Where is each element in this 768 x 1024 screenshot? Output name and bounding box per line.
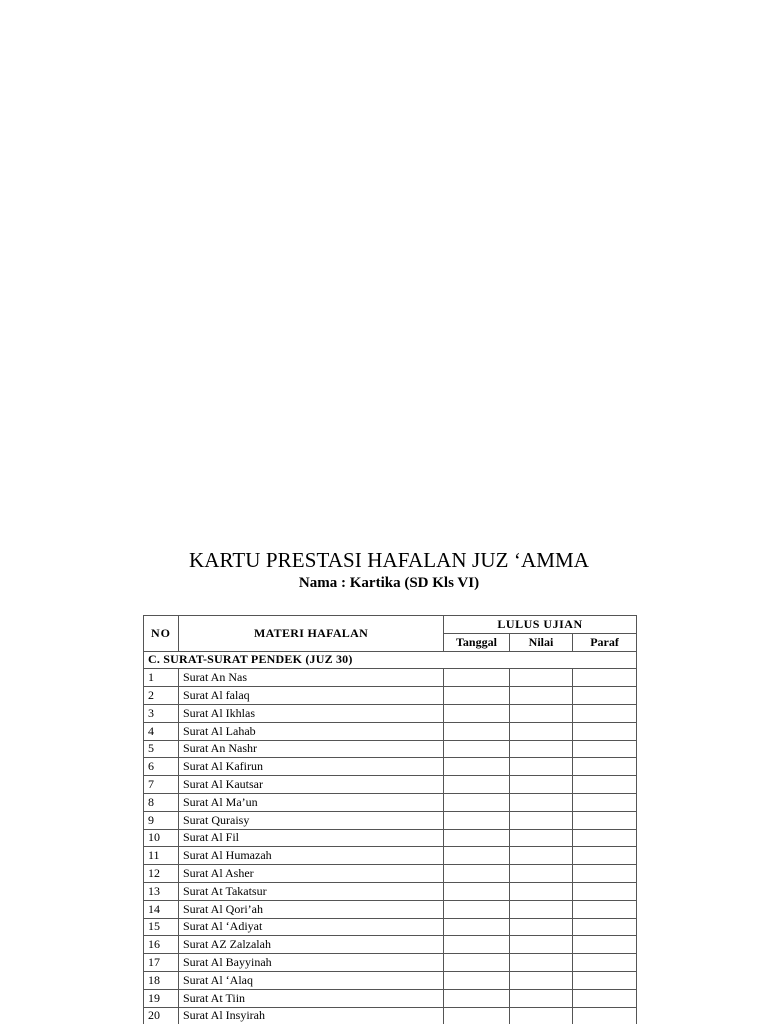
tanggal-cell xyxy=(444,918,510,936)
row-surah-name: Surat Al ‘Adiyat xyxy=(179,918,444,936)
row-number: 9 xyxy=(144,811,179,829)
row-number: 6 xyxy=(144,758,179,776)
row-number: 10 xyxy=(144,829,179,847)
row-surah-name: Surat Al Qori’ah xyxy=(179,900,444,918)
row-number: 2 xyxy=(144,687,179,705)
table-row xyxy=(144,687,637,705)
table-row xyxy=(144,758,637,776)
nilai-cell xyxy=(510,971,573,989)
tanggal-cell xyxy=(444,704,510,722)
row-surah-name: Surat An Nas xyxy=(179,669,444,687)
tanggal-cell xyxy=(444,687,510,705)
row-number: 16 xyxy=(144,936,179,954)
table-row xyxy=(144,936,637,954)
table-row xyxy=(144,740,637,758)
tanggal-cell xyxy=(444,971,510,989)
nilai-cell xyxy=(510,918,573,936)
table-row xyxy=(144,900,637,918)
table-row xyxy=(144,776,637,794)
nilai-cell xyxy=(510,865,573,883)
row-number: 15 xyxy=(144,918,179,936)
row-surah-name: Surat Al Fil xyxy=(179,829,444,847)
paraf-cell xyxy=(573,1007,637,1024)
table-row xyxy=(144,954,637,972)
paraf-cell xyxy=(573,865,637,883)
nilai-cell xyxy=(510,1007,573,1024)
table-row xyxy=(144,704,637,722)
tanggal-cell xyxy=(444,793,510,811)
row-number: 7 xyxy=(144,776,179,794)
tanggal-cell xyxy=(444,936,510,954)
section-title: C. SURAT-SURAT PENDEK (JUZ 30) xyxy=(144,651,637,669)
paraf-cell xyxy=(573,882,637,900)
student-name: Nama : Kartika (SD Kls VI) xyxy=(298,575,480,591)
row-number: 18 xyxy=(144,971,179,989)
nilai-cell xyxy=(510,687,573,705)
nilai-cell xyxy=(510,758,573,776)
row-number: 13 xyxy=(144,882,179,900)
paraf-cell xyxy=(573,811,637,829)
paraf-cell xyxy=(573,847,637,865)
row-surah-name: Surat Al Humazah xyxy=(179,847,444,865)
row-surah-name: Surat Al Kafirun xyxy=(179,758,444,776)
tanggal-cell xyxy=(444,847,510,865)
tanggal-cell xyxy=(444,829,510,847)
table-row xyxy=(144,989,637,1007)
table-row xyxy=(144,722,637,740)
nilai-cell xyxy=(510,936,573,954)
paraf-cell xyxy=(573,669,637,687)
tanggal-cell xyxy=(444,900,510,918)
row-number: 17 xyxy=(144,954,179,972)
row-number: 11 xyxy=(144,847,179,865)
table-row xyxy=(144,669,637,687)
row-surah-name: Surat Al Ma’un xyxy=(179,793,444,811)
paraf-cell xyxy=(573,793,637,811)
nilai-cell xyxy=(510,740,573,758)
table-row xyxy=(144,829,637,847)
row-surah-name: Surat An Nashr xyxy=(179,740,444,758)
header-no: NO xyxy=(144,616,179,652)
row-number: 20 xyxy=(144,1007,179,1024)
row-surah-name: Surat Al Lahab xyxy=(179,722,444,740)
page-title: KARTU PRESTASI HAFALAN JUZ ‘AMMA xyxy=(188,548,590,572)
table-row xyxy=(144,918,637,936)
paraf-cell xyxy=(573,936,637,954)
header-paraf: Paraf xyxy=(573,633,637,651)
header-materi: MATERI HAFALAN xyxy=(179,616,444,652)
row-surah-name: Surat Al falaq xyxy=(179,687,444,705)
nilai-cell xyxy=(510,776,573,794)
paraf-cell xyxy=(573,758,637,776)
paraf-cell xyxy=(573,971,637,989)
nilai-cell xyxy=(510,900,573,918)
table-row xyxy=(144,971,637,989)
tanggal-cell xyxy=(444,865,510,883)
tanggal-cell xyxy=(444,954,510,972)
paraf-cell xyxy=(573,687,637,705)
nilai-cell xyxy=(510,882,573,900)
row-surah-name: Surat Al Asher xyxy=(179,865,444,883)
paraf-cell xyxy=(573,954,637,972)
nilai-cell xyxy=(510,954,573,972)
nilai-cell xyxy=(510,847,573,865)
nilai-cell xyxy=(510,722,573,740)
row-number: 12 xyxy=(144,865,179,883)
paraf-cell xyxy=(573,704,637,722)
paraf-cell xyxy=(573,918,637,936)
nilai-cell xyxy=(510,989,573,1007)
nilai-cell xyxy=(510,669,573,687)
nilai-cell xyxy=(510,793,573,811)
table-row xyxy=(144,811,637,829)
paraf-cell xyxy=(573,722,637,740)
header-tanggal: Tanggal xyxy=(444,633,510,651)
paraf-cell xyxy=(573,776,637,794)
tanggal-cell xyxy=(444,722,510,740)
paraf-cell xyxy=(573,829,637,847)
tanggal-cell xyxy=(444,669,510,687)
row-surah-name: Surat Al Kautsar xyxy=(179,776,444,794)
tanggal-cell xyxy=(444,776,510,794)
table-row xyxy=(144,865,637,883)
row-surah-name: Surat AZ Zalzalah xyxy=(179,936,444,954)
table-header-row xyxy=(144,616,637,634)
row-surah-name: Surat At Takatsur xyxy=(179,882,444,900)
section-row xyxy=(144,651,637,669)
table-row xyxy=(144,1007,637,1024)
row-number: 8 xyxy=(144,793,179,811)
row-number: 19 xyxy=(144,989,179,1007)
row-number: 14 xyxy=(144,900,179,918)
row-surah-name: Surat Al Ikhlas xyxy=(179,704,444,722)
tanggal-cell xyxy=(444,989,510,1007)
tanggal-cell xyxy=(444,811,510,829)
memorization-table xyxy=(143,615,637,1024)
row-surah-name: Surat Al Insyirah xyxy=(179,1007,444,1024)
row-surah-name: Surat Al Bayyinah xyxy=(179,954,444,972)
row-number: 4 xyxy=(144,722,179,740)
paraf-cell xyxy=(573,740,637,758)
nilai-cell xyxy=(510,704,573,722)
table-row xyxy=(144,793,637,811)
header-nilai: Nilai xyxy=(510,633,573,651)
nilai-cell xyxy=(510,811,573,829)
tanggal-cell xyxy=(444,740,510,758)
tanggal-cell xyxy=(444,882,510,900)
row-surah-name: Surat At Tiin xyxy=(179,989,444,1007)
nilai-cell xyxy=(510,829,573,847)
row-surah-name: Surat Al ‘Alaq xyxy=(179,971,444,989)
paraf-cell xyxy=(573,900,637,918)
table-row xyxy=(144,847,637,865)
table-row xyxy=(144,882,637,900)
row-number: 3 xyxy=(144,704,179,722)
row-surah-name: Surat Quraisy xyxy=(179,811,444,829)
paraf-cell xyxy=(573,989,637,1007)
tanggal-cell xyxy=(444,1007,510,1024)
header-lulus-ujian: LULUS UJIAN xyxy=(444,616,637,634)
row-number: 1 xyxy=(144,669,179,687)
row-number: 5 xyxy=(144,740,179,758)
tanggal-cell xyxy=(444,758,510,776)
